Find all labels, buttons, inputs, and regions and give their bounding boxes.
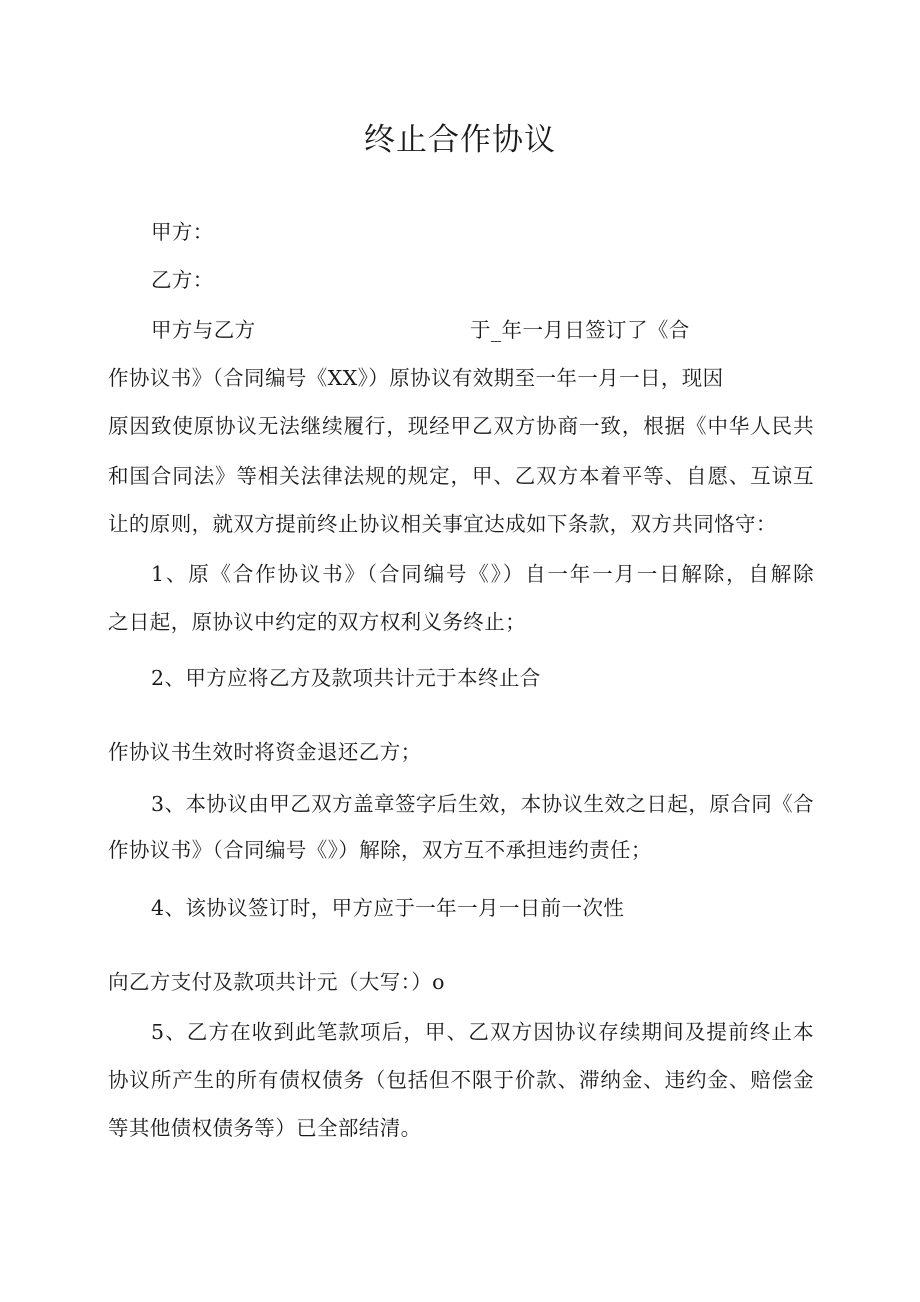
clause-5-line-2: 协议所产生的所有债权债务（包括但不限于价款、滞纳金、违约金、赔偿金 [108,1068,814,1092]
intro-line-5: 让的原则，就双方提前终止协议相关事宜达成如下条款，双方共同恪守： [108,512,777,536]
party-a-label: 甲方： [151,220,214,244]
intro-line-1-left: 甲方与乙方 [151,318,256,342]
clause-2-line-2: 作协议书生效时将资金退还乙方； [108,740,422,764]
clause-4-line-2: 向乙方支付及款项共计元（大写：）o [108,970,445,994]
clause-1-line-1: 1、原《合作协议书》（合同编号《》）自一年一月一日解除，自解除 [151,562,814,586]
clause-5-line-1: 5、乙方在收到此笔款项后，甲、乙双方因协议存续期间及提前终止本 [151,1020,814,1044]
intro-line-2: 作协议书》（合同编号《XX》）原协议有效期至一年一月一日，现因 [108,366,724,390]
clause-2-line-1: 2、甲方应将乙方及款项共计元于本终止合 [151,666,541,690]
clause-3-line-2: 作协议书》（合同编号《》）解除，双方互不承担违约责任； [108,838,652,862]
document-title: 终止合作协议 [364,122,556,158]
intro-line-3: 原因致使原协议无法继续履行，现经甲乙双方协商一致，根据《中华人民共 [108,414,814,438]
clause-4-line-1: 4、该协议签订时，甲方应于一年一月一日前一次性 [151,896,625,920]
clause-5-line-3: 等其他债权债务等）已全部结清。 [108,1116,422,1140]
party-b-label: 乙方： [151,268,214,292]
clause-1-line-2: 之日起，原协议中约定的双方权利义务终止； [108,610,526,634]
intro-line-4: 和国合同法》等相关法律法规的规定，甲、乙双方本着平等、自愿、互谅互 [108,464,814,488]
clause-3-line-1: 3、本协议由甲乙双方盖章签字后生效，本协议生效之日起，原合同《合 [151,792,814,816]
intro-line-1-right: 于_年一月日签订了《合 [470,318,690,342]
